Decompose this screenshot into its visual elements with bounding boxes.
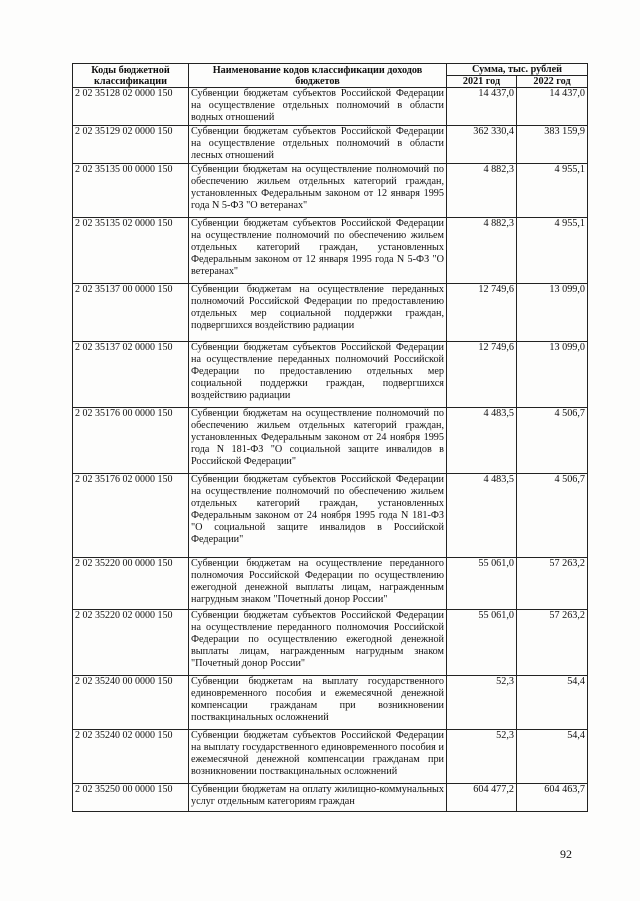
row-code: 2 02 35176 02 0000 150 [73, 474, 189, 558]
table-row [73, 342, 588, 408]
table-row [73, 474, 588, 558]
row-name: Субвенции бюджетам на осуществление переданного полномочия Российской Федерации по осуществлению ежегодной денежной выплаты лицам, награжденным нагрудным знаком "Почетный донор России" [189, 558, 447, 610]
row-name: Субвенции бюджетам субъектов Российской Федерации на осуществление отдельных полномочий в области водных отношений [189, 88, 447, 126]
row-value-2021: 4 882,3 [447, 218, 517, 284]
row-name: Субвенции бюджетам на осуществление переданных полномочий Российской Федерации по предоставлению отдельных мер социальной поддержки граждан, подвергшихся воздействию радиации [189, 284, 447, 342]
row-code: 2 02 35135 00 0000 150 [73, 164, 189, 218]
row-code: 2 02 35129 02 0000 150 [73, 126, 189, 164]
table-row [73, 676, 588, 730]
row-value-2022: 4 955,1 [517, 218, 588, 284]
row-code: 2 02 35137 00 0000 150 [73, 284, 189, 342]
row-value-2021: 14 437,0 [447, 88, 517, 126]
table-body [73, 88, 588, 812]
row-value-2021: 52,3 [447, 730, 517, 784]
table-row [73, 408, 588, 474]
row-value-2021: 52,3 [447, 676, 517, 730]
row-name: Субвенции бюджетам субъектов Российской Федерации на осуществление полномочий по обеспечению жильем отдельных категорий граждан, установленных Федеральным законом от 24 ноября 1995 года N 181-ФЗ "О социальной защите инвалидов в Российской Федерации" [189, 474, 447, 558]
row-code: 2 02 35240 00 0000 150 [73, 676, 189, 730]
row-value-2022: 54,4 [517, 676, 588, 730]
row-name: Субвенции бюджетам на осуществление полномочий по обеспечению жильем отдельных категорий граждан, установленных Федеральным законом от 12 января 1995 года N 5-ФЗ "О ветеранах" [189, 164, 447, 218]
row-value-2022: 4 506,7 [517, 408, 588, 474]
table-row [73, 610, 588, 676]
page-number: 92 [560, 847, 572, 861]
header-name: Наименование кодов классификации доходов бюджетов [189, 64, 447, 88]
row-value-2022: 13 099,0 [517, 342, 588, 408]
row-value-2021: 4 483,5 [447, 474, 517, 558]
row-value-2022: 57 263,2 [517, 610, 588, 676]
row-name: Субвенции бюджетам на выплату государственного единовременного пособия и ежемесячной денежной компенсации гражданам при возникновении поствакцинальных осложнений [189, 676, 447, 730]
row-name: Субвенции бюджетам на осуществление полномочий по обеспечению жильем отдельных категорий граждан, установленных Федеральным законом от 24 ноября 1995 года N 181-ФЗ "О социальной защите инвалидов в Российской Федерации" [189, 408, 447, 474]
row-value-2021: 604 477,2 [447, 784, 517, 812]
row-name: Субвенции бюджетам на оплату жилищно-коммунальных услуг отдельным категориям граждан [189, 784, 447, 812]
header-codes: Коды бюджетной классификации [73, 64, 189, 88]
row-value-2021: 4 483,5 [447, 408, 517, 474]
table-row [73, 558, 588, 610]
row-value-2021: 12 749,6 [447, 284, 517, 342]
row-value-2022: 604 463,7 [517, 784, 588, 812]
row-value-2021: 55 061,0 [447, 610, 517, 676]
row-name: Субвенции бюджетам субъектов Российской Федерации на выплату государственного единовременного пособия и ежемесячной денежной компенсации гражданам при возникновении поствакцинальных осложнений [189, 730, 447, 784]
row-value-2022: 14 437,0 [517, 88, 588, 126]
row-value-2021: 12 749,6 [447, 342, 517, 408]
row-code: 2 02 35128 02 0000 150 [73, 88, 189, 126]
row-code: 2 02 35240 02 0000 150 [73, 730, 189, 784]
row-value-2022: 13 099,0 [517, 284, 588, 342]
table-row [73, 784, 588, 812]
row-name: Субвенции бюджетам субъектов Российской Федерации на осуществление переданного полномочия Российской Федерации по осуществлению ежегодной денежной выплаты лицам, награжденным нагрудным знаком "Почетный донор России" [189, 610, 447, 676]
table-row [73, 284, 588, 342]
row-code: 2 02 35220 02 0000 150 [73, 610, 189, 676]
row-value-2022: 383 159,9 [517, 126, 588, 164]
row-name: Субвенции бюджетам субъектов Российской Федерации на осуществление отдельных полномочий в области лесных отношений [189, 126, 447, 164]
row-value-2021: 362 330,4 [447, 126, 517, 164]
table-row [73, 164, 588, 218]
table-row [73, 88, 588, 126]
row-value-2022: 4 955,1 [517, 164, 588, 218]
row-code: 2 02 35135 02 0000 150 [73, 218, 189, 284]
table-row [73, 126, 588, 164]
row-value-2021: 55 061,0 [447, 558, 517, 610]
table-row [73, 730, 588, 784]
row-value-2022: 57 263,2 [517, 558, 588, 610]
row-code: 2 02 35176 00 0000 150 [73, 408, 189, 474]
header-year-2021: 2021 год [447, 76, 517, 88]
row-code: 2 02 35137 02 0000 150 [73, 342, 189, 408]
row-value-2021: 4 882,3 [447, 164, 517, 218]
row-name: Субвенции бюджетам субъектов Российской Федерации на осуществление полномочий по обеспечению жильем отдельных категорий граждан, установленных Федеральным законом от 12 января 1995 года N 5-ФЗ "О ветеранах" [189, 218, 447, 284]
row-code: 2 02 35220 00 0000 150 [73, 558, 189, 610]
row-value-2022: 54,4 [517, 730, 588, 784]
header-sum: Сумма, тыс. рублей [447, 64, 588, 76]
row-name: Субвенции бюджетам субъектов Российской Федерации на осуществление переданных полномочий Российской Федерации по предоставлению отдельных мер социальной поддержки граждан, подвергшихся воздействию радиации [189, 342, 447, 408]
table-row [73, 218, 588, 284]
row-code: 2 02 35250 00 0000 150 [73, 784, 189, 812]
row-value-2022: 4 506,7 [517, 474, 588, 558]
budget-table [72, 63, 588, 812]
header-year-2022: 2022 год [517, 76, 588, 88]
